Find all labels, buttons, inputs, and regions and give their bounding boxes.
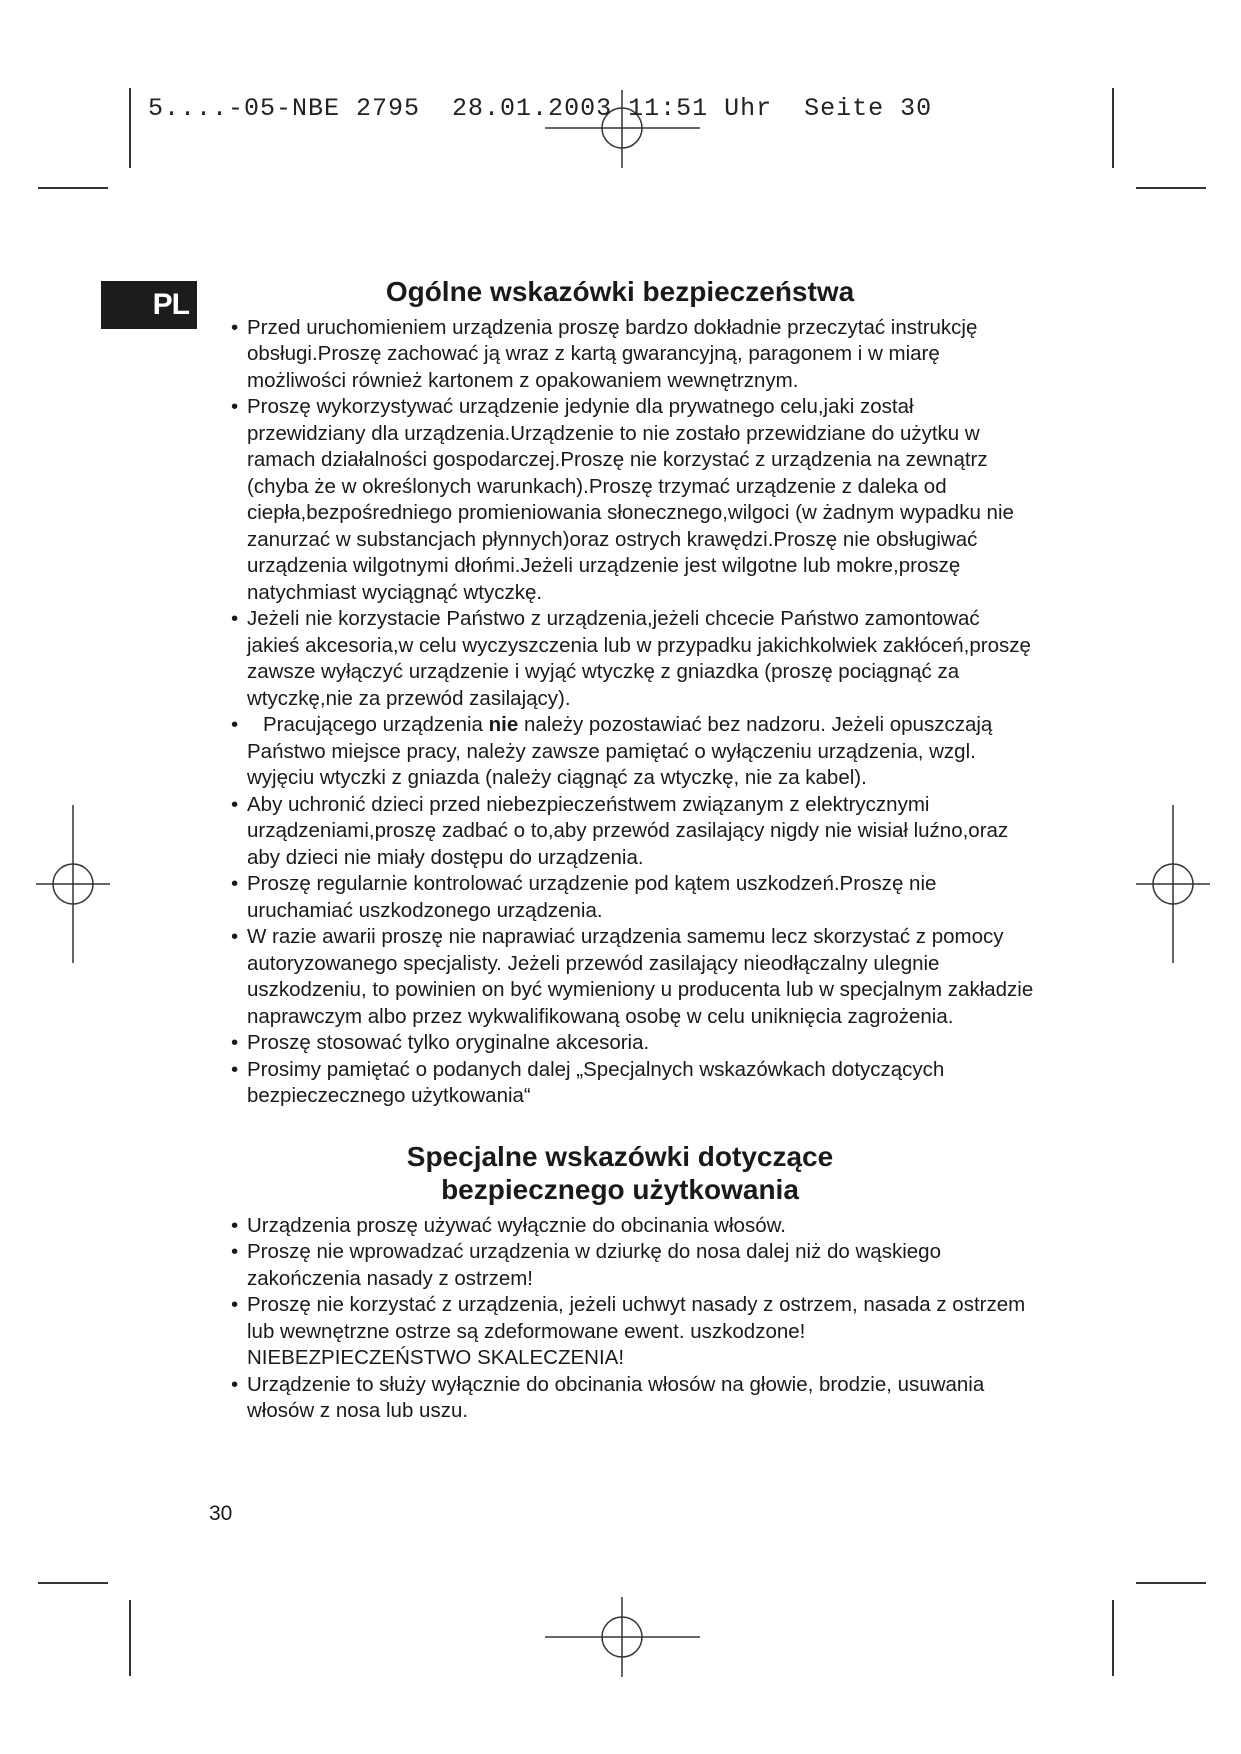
list-item: • Pracującego urządzenia nie należy pozostawiać bez nadzoru. Jeżeli opuszczają Państwo miejsce pracy, należy zawsze pamiętać o wyłączeniu urządzenia, wzgl. wyjęciu wtyczki z gniazda (należy ciągnąć za wtyczkę, nie za kabel). [231, 713, 993, 790]
document-body [205, 275, 1035, 1425]
section-title-line-2: bezpiecznego użytkowania [441, 1174, 799, 1206]
general-safety-list [205, 315, 1035, 1110]
language-tab: PL [101, 281, 197, 329]
list-item: • Proszę nie wprowadzać urządzenia w dziurkę do nosa dalej niż do wąskiego zakończenia nasady z ostrzem! [231, 1240, 941, 1290]
section-title-line-1: Specjalne wskazówki dotyczące [406, 1140, 834, 1172]
page-number: 30 [209, 1502, 233, 1525]
registration-mark-left [36, 805, 110, 963]
list-item: • Aby uchronić dzieci przed niebezpieczeństwem związanym z elektrycznymi urządzeniami,proszę zadbać o to,aby przewód zasilający nigdy nie wisiał luźno,oraz aby dzieci nie miały dostępu do urządzenia. [231, 792, 1009, 869]
list-item: • Proszę stosować tylko oryginalne akcesoria. [231, 1031, 650, 1055]
list-item: • Urządzenie to służy wyłącznie do obcinania włosów na głowie, brodzie, usuwania włosów z nosa lub uszu. [231, 1372, 985, 1423]
special-safety-list [205, 1213, 1035, 1425]
list-item: • Urządzenia proszę używać wyłącznie do obcinania włosów. [231, 1213, 786, 1237]
list-item: • Proszę nie korzystać z urządzenia, jeżeli uchwyt nasady z ostrzem, nasada z ostrzem lub wewnętrzne ostrze są zdeformowane ewent. uszkodzone! NIEBEZPIECZEŃSTWO SKALECZENIA! [231, 1293, 1026, 1370]
registration-mark-right [1136, 805, 1210, 963]
print-slug-line: 5....-05-NBE 2795 28.01.2003 11:51 Uhr Seite 30 [148, 94, 933, 123]
list-item: • Prosimy pamiętać o podanych dalej „Specjalnych wskazówkach dotyczących bezpieczecznego użytkowania“ [231, 1057, 945, 1108]
list-item: • Proszę wykorzystywać urządzenie jedynie dla prywatnego celu,jaki został przewidziany dla urządzenia.Urządzenie to nie zostało przewidziane do użytku w ramach działalności gospodarczej.Proszę nie korzystać z urządzenia na zewnątrz (chyba że w określonych warunkach).Proszę trzymać urządzenie z daleka od ciepła,bezpośredniego promieniowania słonecznego,wilgoci (w żadnym wypadku nie zanurzać w substancjach płynnych)oraz ostrych krawędzi.Proszę nie obsługiwać urządzenia wilgotnymi dłońmi.Jeżeli urządzenie jest wilgotne lub mokre,proszę natychmiast wyciągnąć wtyczkę. [231, 395, 1014, 604]
section-title-general-safety: Ogólne wskazówki bezpieczeństwa [385, 276, 855, 307]
emphasis-nie: nie [488, 713, 519, 737]
list-item: • Przed uruchomieniem urządzenia proszę bardzo dokładnie przeczytać instrukcję obsługi.Proszę zachować ją wraz z kartą gwarancyjną, paragonem i w miarę możliwości również kartonem z opakowaniem wewnętrznym. [231, 315, 978, 392]
section-title-special-safety [205, 1140, 1035, 1207]
list-item: • W razie awarii proszę nie naprawiać urządzenia samemu lecz skorzystać z pomocy autoryzowanego specjalisty. Jeżeli przewód zasilający nieodłączalny ulegnie uszkodzeniu, to powinien on być wymieniony u producenta lub w specjalnym zakładzie naprawczym albo przez wykwalifikowaną osobę w celu uniknięcia zagrożenia. [231, 925, 1034, 1028]
list-item: • Jeżeli nie korzystacie Państwo z urządzenia,jeżeli chcecie Państwo zamontować jakieś akcesoria,w celu wyczyszczenia lub w przypadku jakichkolwiek zakłóceń,proszę zawsze wyłączyć urządzenie i wyjąć wtyczkę z gniazdka (proszę pociągnąć za wtyczkę,nie za przewód zasilający). [231, 607, 1031, 710]
registration-mark-bottom [545, 1597, 700, 1677]
list-item: • Proszę regularnie kontrolować urządzenie pod kątem uszkodzeń.Proszę nie uruchamiać uszkodzonego urządzenia. [231, 872, 937, 922]
